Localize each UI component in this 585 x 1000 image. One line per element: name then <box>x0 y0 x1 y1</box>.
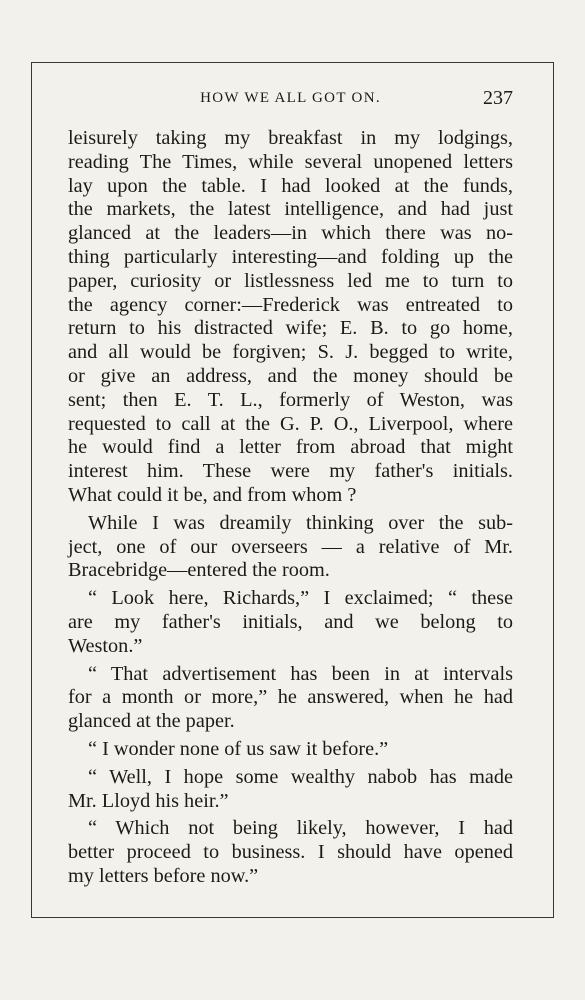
text-line: “ That advertisement has been in at intervals <box>88 662 513 685</box>
page-number: 237 <box>483 87 513 109</box>
text-line: lay upon the table. I had looked at the funds, <box>68 174 513 197</box>
text-line: glanced at the leaders—in which there was no- <box>68 222 513 245</box>
text-line: Bracebridge—entered the room. <box>68 559 330 582</box>
text-line: Mr. Lloyd his heir.” <box>68 789 229 812</box>
text-line: sent; then E. T. L., formerly of Weston, was <box>68 388 513 411</box>
text-line: glanced at the paper. <box>68 710 235 733</box>
text-line: “ Look here, Richards,” I exclaimed; “ these <box>88 587 513 610</box>
text-line: better proceed to business. I should have opened <box>68 841 513 864</box>
text-line: requested to call at the G. P. O., Liverpool, where <box>68 412 513 435</box>
text-line: and all would be forgiven; S. J. begged to write, <box>68 341 513 364</box>
running-head <box>68 87 513 117</box>
text-line: reading The Times, while several unopened letters <box>68 150 513 173</box>
text-line: paper, curiosity or listlessness led me to turn to <box>68 269 513 292</box>
text-line: “ Well, I hope some wealthy nabob has made <box>88 765 513 788</box>
text-line: Weston.” <box>68 634 143 657</box>
text-line: While I was dreamily thinking over the sub- <box>88 511 513 534</box>
text-line: or give an address, and the money should be <box>68 364 513 387</box>
text-line: the markets, the latest intelligence, and had just <box>68 198 513 221</box>
text-line: he would find a letter from abroad that might <box>68 436 513 459</box>
text-line: interest him. These were my father's initials. <box>68 460 513 483</box>
text-line: leisurely taking my breakfast in my lodgings, <box>68 127 513 149</box>
text-line: What could it be, and from whom ? <box>68 483 357 506</box>
running-title: HOW WE ALL GOT ON. <box>200 90 381 106</box>
text-line: ject, one of our overseers — a relative of Mr. <box>68 535 513 558</box>
text-line: are my father's initials, and we belong to <box>68 610 513 633</box>
body-text <box>68 127 513 889</box>
text-line: “ I wonder none of us saw it before.” <box>88 737 389 760</box>
text-line: for a month or more,” he answered, when he had <box>68 686 513 709</box>
text-line: return to his distracted wife; E. B. to go home, <box>68 317 513 340</box>
text-line: my letters before now.” <box>68 864 259 887</box>
text-line: “ Which not being likely, however, I had <box>88 817 513 840</box>
text-line: thing particularly interesting—and folding up the <box>68 245 513 268</box>
text-line: the agency corner:—Frederick was entreated to <box>68 293 513 316</box>
